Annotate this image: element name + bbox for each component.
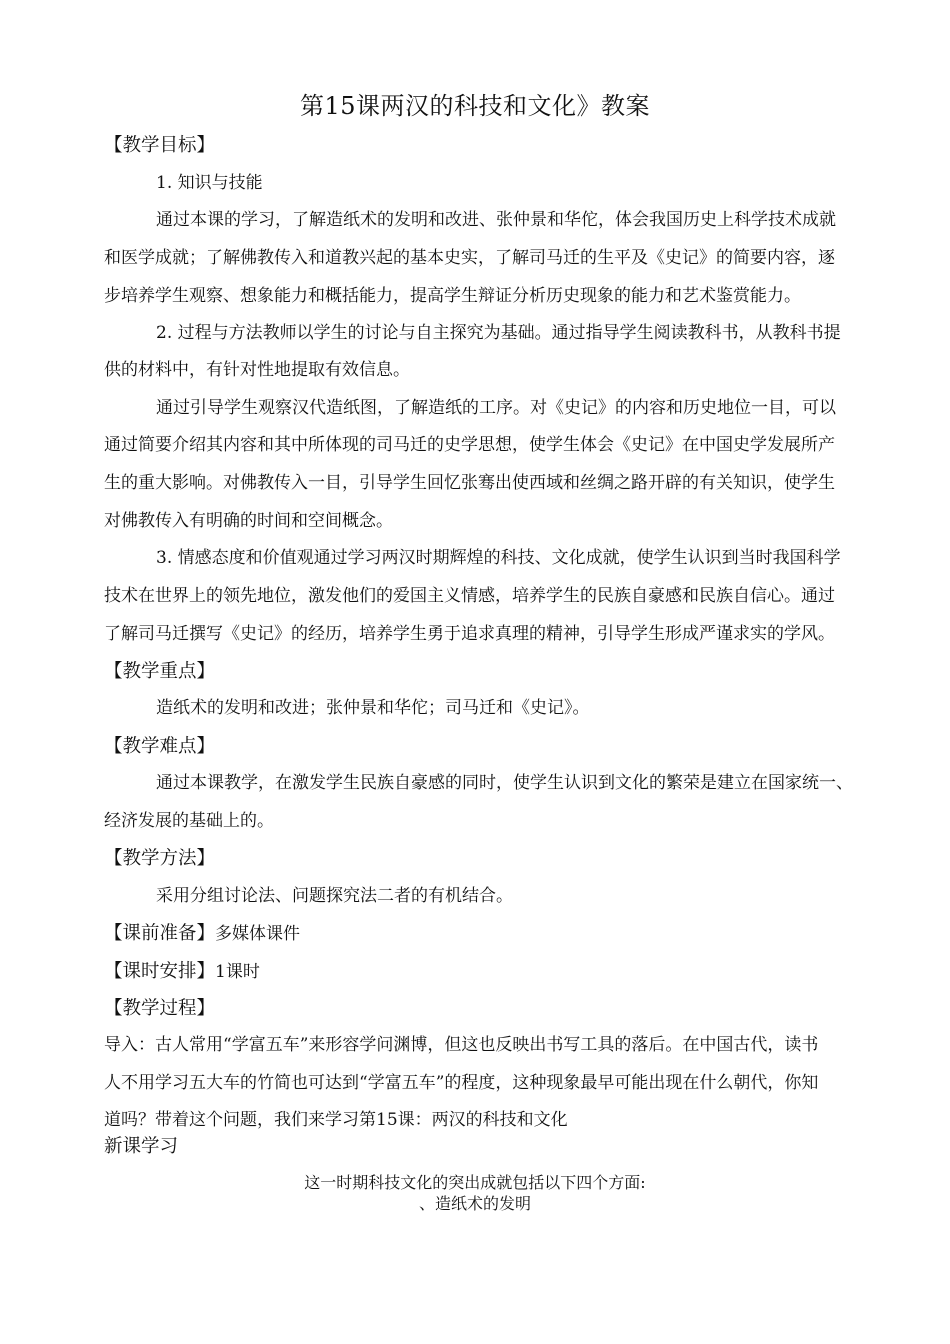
paragraph-line: 2. 过程与方法教师以学生的讨论与自主探究为基础。通过指导学生阅读教科书，从教科书提 <box>156 323 841 343</box>
paragraph-line: 通过本课的学习，了解造纸术的发明和改进、张仲景和华佗，体会我国历史上科学技术成就 <box>156 210 836 230</box>
paragraph-line: 供的材料中，有针对性地提取有效信息。 <box>104 360 410 380</box>
key-points-heading: 【教学重点】 <box>104 661 216 682</box>
paragraph-line: 通过本课教学，在激发学生民族自豪感的同时，使学生认识到文化的繁荣是建立在国家统一、 <box>156 773 853 793</box>
paragraph-line: 道吗？带着这个问题，我们来学习第15课：两汉的科技和文化 <box>104 1110 568 1130</box>
paragraph-line: 对佛教传入有明确的时间和空间概念。 <box>104 511 393 531</box>
paragraph-line: 和医学成就；了解佛教传入和道教兴起的基本史实，了解司马迁的生平及《史记》的简要内容，逐 <box>104 248 835 268</box>
key-points-text: 造纸术的发明和改进；张仲景和华佗；司马迁和《史记》。 <box>156 698 590 718</box>
paragraph-line: 经济发展的基础上的。 <box>104 811 274 831</box>
schedule-heading: 【课时安排】 <box>104 961 216 982</box>
schedule-line <box>104 953 850 991</box>
methods-heading: 【教学方法】 <box>104 848 216 869</box>
prep-text: 多媒体课件 <box>215 924 301 944</box>
paragraph-line: 导入：古人常用“学富五车”来形容学问渊博，但这也反映出书写工具的落后。在中国古代，读书 <box>104 1035 819 1055</box>
paragraph-line: 3. 情感态度和价值观通过学习两汉时期辉煌的科技、文化成就，使学生认识到当时我国科学 <box>156 548 841 568</box>
prep-line <box>104 915 850 953</box>
methods-text: 采用分组讨论法、问题探究法二者的有机结合。 <box>156 886 513 906</box>
paragraph-line: 人不用学习五大车的竹简也可达到“学富五车”的程度，这种现象最早可能出现在什么朝代，你知 <box>104 1073 819 1093</box>
paragraph-line: 通过引导学生观察汉代造纸图，了解造纸的工序。对《史记》的内容和历史地位一目，可以 <box>156 398 836 418</box>
paragraph-line: 了解司马迁撰写《史记》的经历，培养学生勇于追求真理的精神，引导学生形成严谨求实的学风。 <box>104 624 835 644</box>
goals-heading: 【教学目标】 <box>104 135 216 156</box>
new-lesson-heading: 新课学习 <box>104 1136 179 1157</box>
paragraph-line: 通过简要介绍其内容和其中所体现的司马迁的史学思想，使学生体会《史记》在中国史学发展所产 <box>104 435 835 455</box>
item1-heading: 1. 知识与技能 <box>156 173 263 193</box>
sub-item: 、造纸术的发明 <box>418 1194 531 1213</box>
prep-heading: 【课前准备】 <box>104 923 216 944</box>
paragraph-line: 技术在世界上的领先地位，激发他们的爱国主义情感，培养学生的民族自豪感和民族自信心。通过 <box>104 586 835 606</box>
schedule-text: 1课时 <box>215 962 260 982</box>
summary-text: 这一时期科技文化的突出成就包括以下四个方面: <box>304 1173 646 1192</box>
page-title: 第15课两汉的科技和文化》教案 <box>299 92 651 120</box>
difficulties-heading: 【教学难点】 <box>104 736 216 757</box>
process-heading: 【教学过程】 <box>104 998 216 1019</box>
paragraph-line: 步培养学生观察、想象能力和概括能力，提高学生辩证分析历史现象的能力和艺术鉴赏能力。 <box>104 286 801 306</box>
paragraph-line: 生的重大影响。对佛教传入一目，引导学生回忆张骞出使西域和丝绸之路开辟的有关知识，使学生 <box>104 473 835 493</box>
